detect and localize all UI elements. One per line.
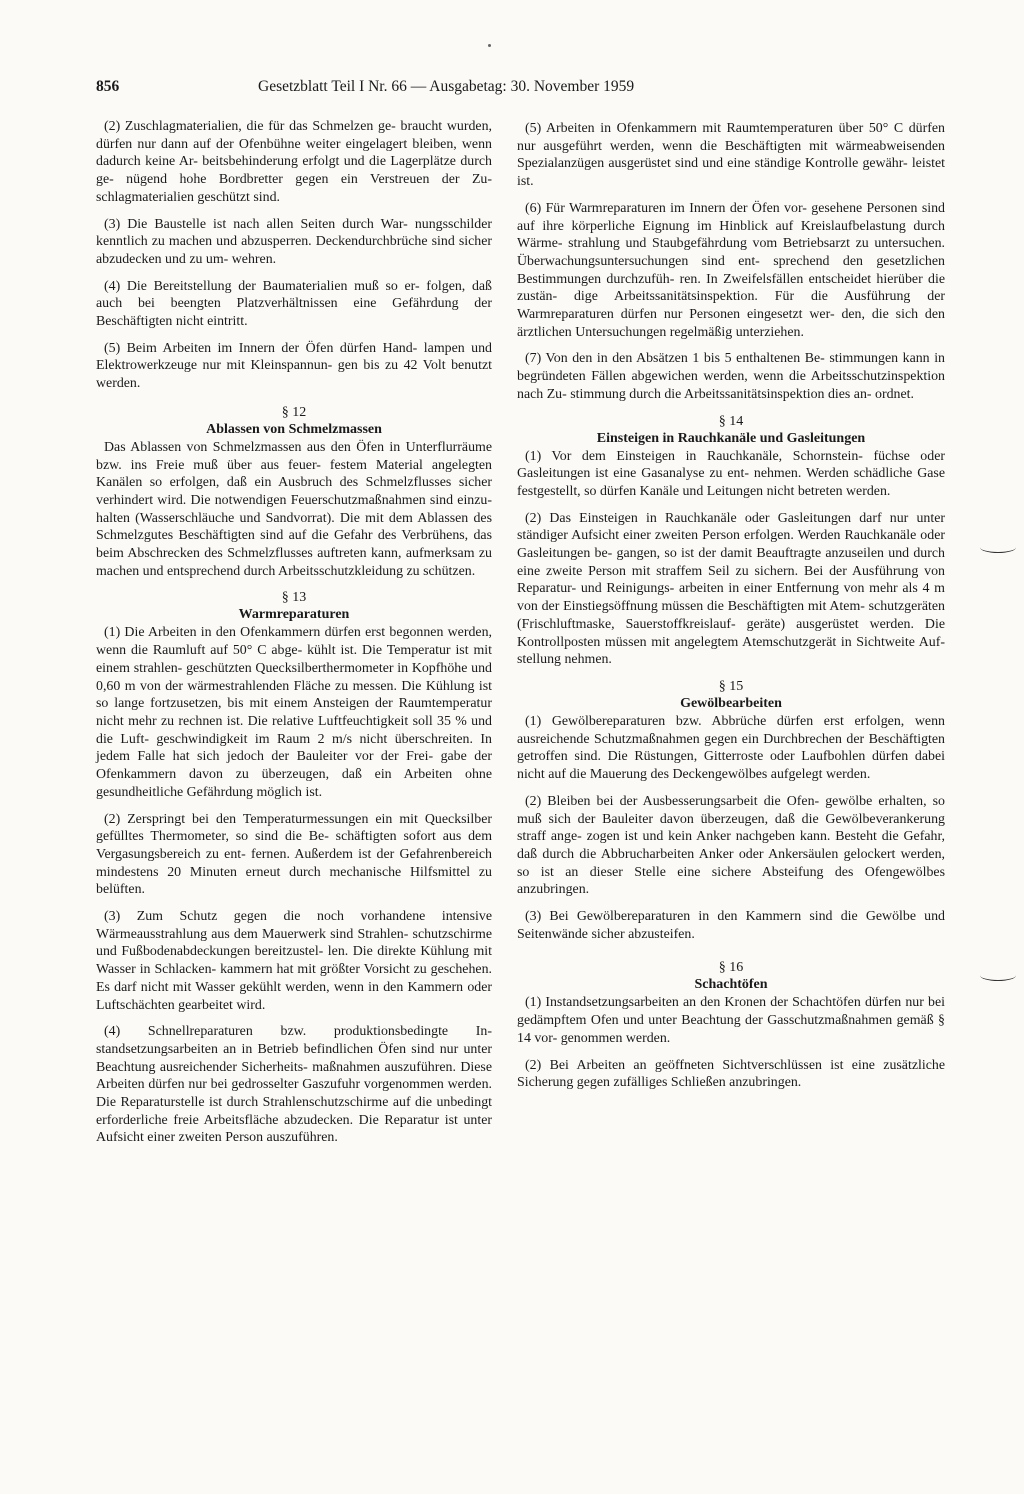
- paragraph: (2) Das Einsteigen in Rauchkanäle oder Gasleitungen darf nur unter ständiger Aufsicht einer zweiten Person erfolgen. Werden Rauchkanäle oder Gasleitungen be- gangen, so ist der damit Beauftragte anzuseilen und durch eine zweite Person mit straffem Seil zu sichern. Bei der Ausführung von Reparatur- und Reinigungs- arbeiten in einer Entfernung von mehr als 4 m von der Einstiegsöffnung müssen die Beschäftigten mit Atem- schutzgeräten (Frischluftmaske, Sauerstoffkreislauf- geräte) ausgerüstet werden. Die Kontrollposten müssen mit angelegtem Atemschutzgerät in Sichtweite Auf- stellung nehmen.: [517, 510, 945, 668]
- paragraph: (2) Bleiben bei der Ausbesserungsarbeit die Ofen- gewölbe erhalten, so muß sich der Bauleiter davon überzeugen, daß die Gewölbeverankerung straff ange- zogen ist und kein Anker nachgeben kann. Besteht die Gefahr, daß durch die Abbrucharbeiten Anker oder Ankersäulen gelockert werden, so ist an dieser Stelle eine sichere Absteifung des Ofengewölbes anzubringen.: [517, 793, 945, 898]
- paragraph: (1) Instandsetzungsarbeiten an den Kronen der Schachtöfen dürfen nur bei gedämpftem Ofen und unter Beachtung der Gasschutzmaßnahmen gemäß § 14 vor- genommen werden.: [517, 995, 945, 1046]
- paragraph: (4) Schnellreparaturen bzw. produktionsbedingte In- standsetzungsarbeiten an in Betrieb befindlichen Öfen sind nur unter Beachtung ausreichender Sicherheits- maßnahmen auszuführen. Diese Arbeiten dürfen nur bei gedrosselter Gaszufuhr vorgenommen werden. Die Reparaturstelle ist durch Strahlenschutzschirme auf die unbedingt erforderliche freie Arbeitsfläche abzudecken. Die Reparatur ist unter Aufsicht einer zweiten Person auszuführen.: [96, 1024, 492, 1146]
- paragraph: (2) Zuschlagmaterialien, die für das Schmelzen ge- braucht wurden, dürfen nur dann auf der Ofenbühne weiter eingelagert bleiben, wenn dadurch keine Ar- beitsbehinderung erfolgt und die Lagerplätze durch ge- nügend hohe Bordbretter gegen ein Verstreuen der Zu- schlagmaterialien geschützt sind.: [96, 119, 492, 205]
- section-title: Warmreparaturen: [238, 607, 350, 623]
- gazette-title: Gesetzblatt Teil I Nr. 66 — Ausgabetag: 30. November 1959: [258, 78, 635, 95]
- paragraph: (1) Die Arbeiten in den Ofenkammern dürfen erst begonnen werden, wenn die Raumluft auf 50° C abge- kühlt ist. Die Temperatur ist mit einem strahlen- geschützten Quecksilberthermometer in Kopfhöhe und 0,60 m von der wärmestrahlenden Fläche zu messen. Die Kühlung ist so lange fortzusetzen, bis mit einem Ansteigen der Raumtemperatur nicht mehr zu rechnen ist. Die relative Luftfeuchtigkeit soll 35 % und die Luft- geschwindigkeit im Raum 2 m/s nicht überschreiten. In jedem Falle hat sich jedoch der Bauleiter vor der Frei- gabe der Ofenkammern davon zu überzeugen, daß ein Arbeiten ohne gesundheitliche Gefährdung möglich ist.: [96, 625, 492, 800]
- page-number: 856: [96, 78, 120, 95]
- paragraph: (5) Arbeiten in Ofenkammern mit Raumtemperaturen über 50° C dürfen nur ausgeführt werden, wenn die Beschäftigten mit wärmeabweisenden Spezialanzügen ausgerüstet sind und eine ständige Kontrolle gewähr- leistet ist.: [517, 121, 945, 190]
- scan-speck: [488, 44, 491, 47]
- paragraph: (3) Bei Gewölbereparaturen in den Kammern sind die Gewölbe und Seitenwände sicher abzusteifen.: [517, 909, 945, 942]
- paragraph: (2) Zerspringt bei den Temperaturmessungen ein mit Quecksilber gefülltes Thermometer, so sind die Be- schäftigten sofort aus dem Vergasungsbereich zu ent- fernen. Außerdem ist der Gefahrenbereich mindestens 20 Minuten erneut durch mechanische Hilfsmittel zu belüften.: [96, 811, 492, 898]
- section-number: § 13: [281, 590, 307, 606]
- section-number: § 12: [281, 404, 307, 420]
- paragraph: (6) Für Warmreparaturen im Innern der Öfen vor- gesehene Personen sind auf ihre körperliche Eignung im Hinblick auf Kreislaufbelastung durch Wärme- strahlung und Staubgefährdung vom Betriebsarzt zu untersuchen. Überwachungsuntersuchungen sind ent- sprechend den gesetzlichen Bestimmungen durchzufüh- ren. In Zweifelsfällen entscheidet hierüber die zustän- dige Arbeitssanitätsinspektion. Für die Ausführung der Warmreparaturen dürfen nur Personen eingesetzt wer- den, die sich den ärztlichen Untersuchungen regelmäßig unterziehen.: [517, 200, 945, 340]
- section-number: § 16: [718, 960, 744, 976]
- section-number: § 14: [718, 413, 744, 429]
- margin-mark: [980, 542, 1016, 553]
- paragraph: (2) Bei Arbeiten an geöffneten Sichtverschlüssen ist eine zusätzliche Sicherung gegen zufälliges Schließen anzubringen.: [517, 1057, 945, 1091]
- paragraph: (1) Vor dem Einsteigen in Rauchkanäle, Schornstein- füchse oder Gasleitungen ist eine Gasanalyse zu ent- nehmen. Werden schädliche Gase festgestellt, so dürfen Kanäle und Leitungen nicht betreten werden.: [517, 448, 945, 499]
- margin-mark: [980, 970, 1016, 981]
- section-title: Gewölbearbeiten: [680, 695, 782, 711]
- right-column: [517, 120, 945, 1101]
- left-column: [96, 118, 492, 1156]
- paragraph: (5) Beim Arbeiten im Innern der Öfen dürfen Hand- lampen und Elektrowerkzeuge nur mit Kleinspannun- gen bis zu 42 Volt benutzt werden.: [96, 340, 492, 392]
- section-title: Ablassen von Schmelzmassen: [206, 421, 382, 437]
- paragraph: Das Ablassen von Schmelzmassen aus den Öfen in Unterflurräume bzw. ins Freie muß über aus feuer- festem Material angelegten Kanälen so erfolgen, daß ein Ausbruch des Schmelzflusses sicher verhindert wird. Die notwendigen Feuerschutzmaßnahmen sind einzu- halten (Wasserschläuche und Sandvorrat). Die mit dem Ablassen des Schmelzgutes Beschäftigten sind auf die Gefahr des Verbrühens, das beim Abschrecken des Schmelzflusses auftreten kann, aufmerksam zu machen und entsprechend durch Arbeitsschutzkleidung zu schützen.: [96, 439, 492, 579]
- paragraph: (3) Die Baustelle ist nach allen Seiten durch War- nungsschilder kenntlich zu machen und abzusperren. Deckendurchbrüche sind sicher abzudecken und zu um- wehren.: [96, 216, 492, 267]
- paragraph: (4) Die Bereitstellung der Baumaterialien muß so er- folgen, daß auch bei beengten Platzverhältnissen eine Gefährdung der Beschäftigten nicht eintritt.: [96, 278, 492, 330]
- paragraph: (3) Zum Schutz gegen die noch vorhandene intensive Wärmeausstrahlung aus dem Mauerwerk sind Strahlen- schutzschirme und Fußbodenabdeckungen bereitzustel- len. Die direkte Kühlung mit Wasser in Schlacken- kammern hat mit größter Vorsicht zu geschehen. Es darf nicht mit Wasser gekühlt werden, wenn in den Kammern oder Luftschächten gearbeitet wird.: [96, 909, 492, 1013]
- section-title: Einsteigen in Rauchkanäle und Gasleitungen: [596, 430, 866, 446]
- section-title: Schachtöfen: [694, 977, 768, 993]
- page-header: [96, 78, 754, 100]
- section-number: § 15: [718, 678, 744, 694]
- paragraph: (1) Gewölbereparaturen bzw. Abbrüche dürfen erst erfolgen, wenn ausreichende Schutzmaßnahmen gegen ein Durchbrechen der Beschäftigten getroffen sind. Die Rüstungen, Gitterroste oder Laufbohlen dürfen dabei nicht auf die Mauerung des Deckengewölbes aufgelegt werden.: [517, 713, 945, 783]
- paragraph: (7) Von den in den Absätzen 1 bis 5 enthaltenen Be- stimmungen kann in begründeten Fällen abgewichen werden, wenn die Arbeitsschutzinspektion nach Zu- stimmung durch die Arbeitssanitätsinspektion dies an- ordnet.: [517, 351, 945, 402]
